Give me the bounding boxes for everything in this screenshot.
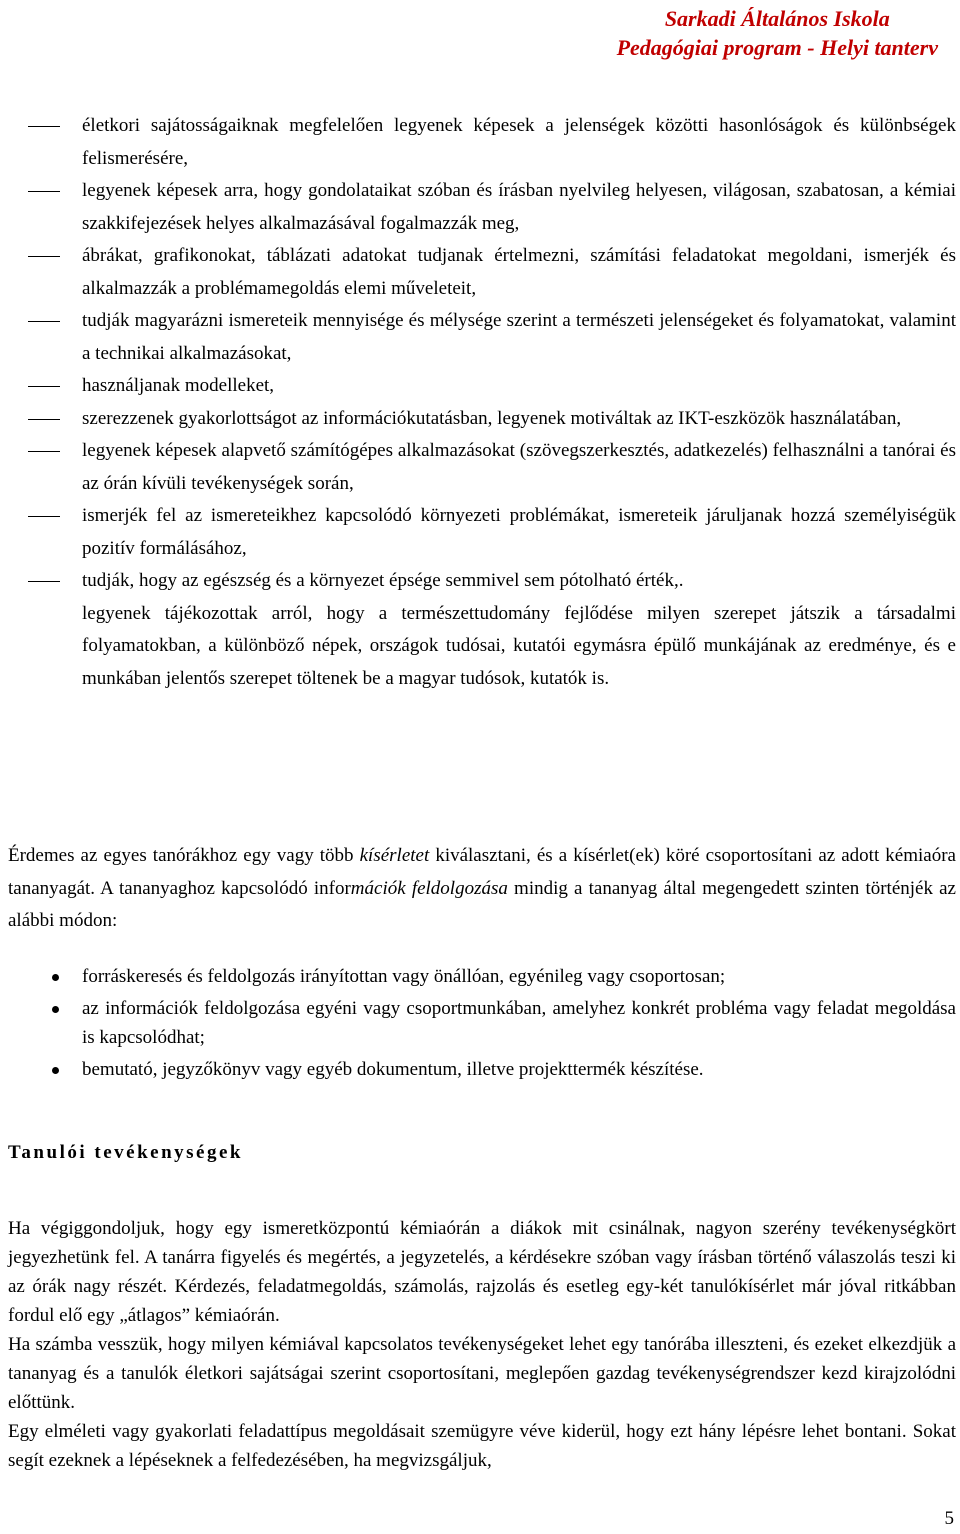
body-paragraph: Ha végiggondoljuk, hogy egy ismeretközpontú kémiaórán a diákok mit csinálnak, nagyon szerény tevékenységkört jegyezhetünk fel. A tanárra figyelés és megértés, a jegyzetelés, a kérdésekre szóban vagy írásban történő válaszolás teszi ki az órák nagy részét. Kérdezés, feladatmegoldás, számolás, rajzolás és esetleg egy-két tanulókísérlet már jóval ritkábban fordul elő egy „átlagos” kémiaórán. — [8, 1218, 956, 1326]
dash-bullet-icon — [28, 321, 60, 322]
list-item: szerezzenek gyakorlottságot az információkutatásban, legyenek motiváltak az IKT-eszközök használatában, — [0, 403, 960, 436]
bullet-dot-icon — [52, 1006, 59, 1013]
dash-bullet-icon — [28, 516, 60, 517]
list-item: ismerjék fel az ismereteikhez kapcsolódó környezeti problémákat, ismereteik járuljanak hozzá személyiségük pozitív formálásához, — [0, 500, 960, 565]
list-item: használjanak modelleket, — [0, 370, 960, 403]
dash-bullet-icon — [28, 386, 60, 387]
dash-bullet-icon — [28, 256, 60, 257]
emphasis-informaciok: mációk feldolgozása — [350, 877, 508, 899]
list-item: legyenek képesek alapvető számítógépes alkalmazásokat (szövegszerkesztés, adatkezelés) felhasználni a tanórai és az órán kívüli tevékenységek során, — [0, 435, 960, 500]
experiments-paragraph: Érdemes az egyes tanórákhoz egy vagy több kísérletet kiválasztani, és a kísérlet(ek) köré csoportosítani az adott kémiaóra tananyagát. A tananyaghoz kapcsolódó információk feldolgozása mindig a tananyag által megengedett szinten történjék az alábbi módon: — [8, 845, 956, 931]
dash-bullet-icon — [28, 419, 60, 420]
dash-bullet-icon — [28, 126, 60, 127]
emphasis-kiserletet: kísérletet — [359, 845, 430, 866]
header-school-name: Sarkadi Általános Iskola — [664, 6, 890, 31]
section-title: Tanulói tevékenységek — [8, 1142, 243, 1163]
list-item: legyenek képesek arra, hogy gondolataikat szóban és írásban nyelvileg helyesen, világosan, szabatosan, a kémiai szakkifejezések helyes alkalmazásával fogalmazzák meg, — [0, 175, 960, 240]
dash-bullet-icon — [28, 581, 60, 582]
objectives-dash-list — [0, 110, 960, 695]
body-paragraph: Ha számba vesszük, hogy milyen kémiával kapcsolatos tevékenységeket lehet egy tanórába illeszteni, és ezeket elkezdjük a tananyag és a tanulók életkori sajátságai szerint csoportosítani, meglepően gazdag tevékenységrendszer kezd kirajzolódni előttünk. — [8, 1334, 956, 1413]
bullet-dot-icon — [52, 974, 59, 981]
page-number: 5 — [944, 1508, 954, 1529]
student-activities-body — [8, 1214, 956, 1475]
list-item: forráskeresés és feldolgozás irányítottan vagy önállóan, egyénileg vagy csoportosan; — [0, 962, 960, 992]
processing-bullet-list — [0, 962, 960, 1086]
bullet-dot-icon — [52, 1067, 59, 1074]
list-item: ábrákat, grafikonokat, táblázati adatokat tudjanak értelmezni, számítási feladatokat megoldani, ismerjék és alkalmazzák a problémamegoldás elemi műveleteit, — [0, 240, 960, 305]
body-paragraph: Egy elméleti vagy gyakorlati feladattípus megoldásait szemügyre véve kiderül, hogy ezt hány lépésre lehet bontani. Sokat segít ezeknek a lépéseknek a felfedezésében, ha megvizsgáljuk, — [8, 1421, 956, 1471]
list-item: az információk feldolgozása egyéni vagy csoportmunkában, amelyhez konkrét probléma vagy feladat megoldása is kapcsolódhat; — [0, 994, 960, 1053]
list-item: tudják, hogy az egészség és a környezet épsége semmivel sem pótolható érték,. — [0, 565, 960, 598]
header-program-title: Pedagógiai program - Helyi tanterv — [616, 35, 938, 60]
list-item: bemutató, jegyzőkönyv vagy egyéb dokumentum, illetve projekttermék készítése. — [0, 1055, 960, 1085]
list-item: legyenek tájékozottak arról, hogy a természettudomány fejlődése milyen szerepet játszik a társadalmi folyamatokban, a különböző népek, országok tudósai, kutatói egymásra épülő munkájának az eredménye, és e munkában jelentős szerepet töltenek be a magyar tudósok, kutatók is. — [82, 602, 956, 689]
page-header — [617, 4, 938, 62]
dash-bullet-icon — [28, 451, 60, 452]
list-item: tudják magyarázni ismereteik mennyisége és mélysége szerint a természeti jelenségeket és folyamatokat, valamint a technikai alkalmazásokat, — [0, 305, 960, 370]
list-item: életkori sajátosságaiknak megfelelően legyenek képesek a jelenségek közötti hasonlóságok és különbségek felismerésére, — [0, 110, 960, 175]
dash-bullet-icon — [28, 191, 60, 192]
